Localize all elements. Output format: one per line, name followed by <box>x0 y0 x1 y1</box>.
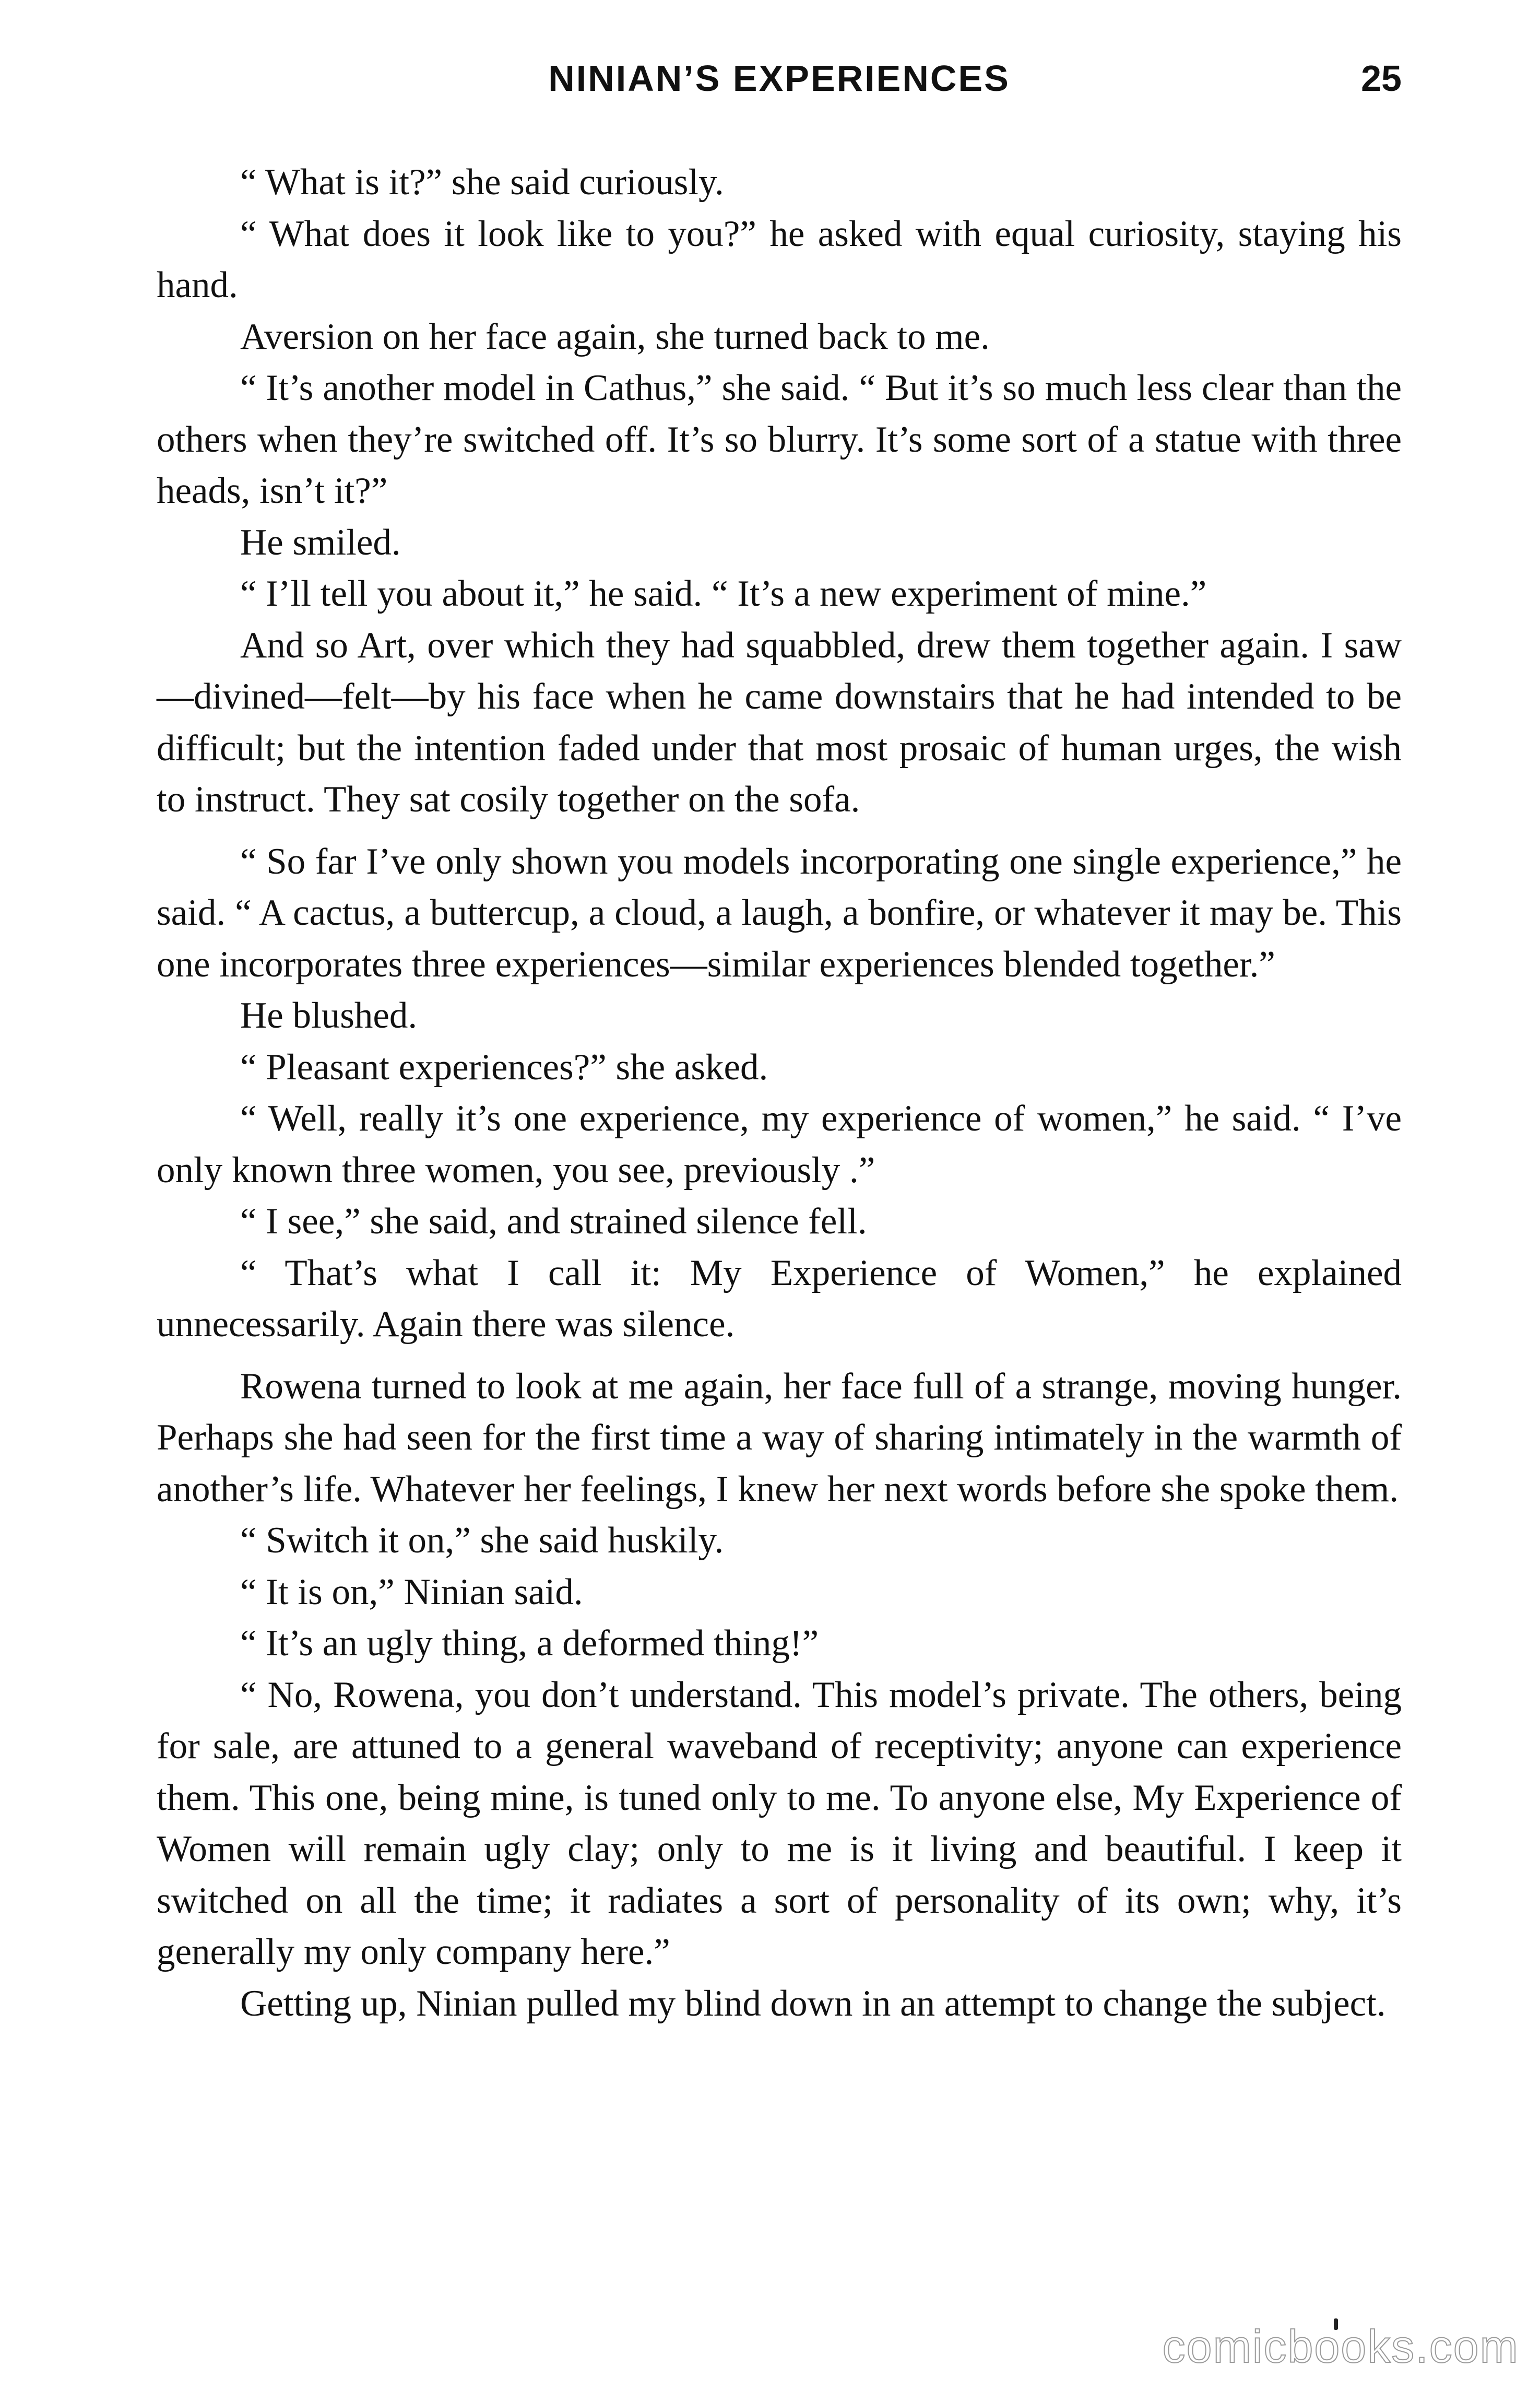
paragraph: “ Switch it on,” she said huskily. <box>240 1520 724 1561</box>
site-watermark: comicbooks.com <box>1162 2321 1519 2372</box>
paragraph: “ Well, really it’s one experience, my experience of women,” he said. “ I’ve only known three women, you see, previously .” <box>157 1098 1402 1191</box>
paragraph: “ Pleasant experiences?” she asked. <box>240 1046 768 1088</box>
paragraph: “ So far I’ve only shown you models incorporating one single experience,” he said. “ A cactus, a buttercup, a cloud, a laugh, a bonfire, or whatever it may be. This one incorporates three experiences—similar experiences blended together.” <box>157 841 1402 985</box>
paragraph: Aversion on her face again, she turned back to me. <box>240 316 990 357</box>
paragraph: “ That’s what I call it: My Experience of Women,” he explained unnecessarily. Again there was silence. <box>157 1252 1402 1345</box>
paragraph: “ No, Rowena, you don’t understand. This model’s private. The others, being for sale, are attuned to a general waveband of receptivity; anyone can experience them. This one, being mine, is tuned only to me. To anyone else, My Experience of Women will remain ugly clay; only to me is it living and beautiful. I keep it switched on all the time; it radiates a sort of personality of its own; why, it’s generally my only company here.” <box>157 1674 1402 1972</box>
paragraph: “ It’s an ugly thing, a deformed thing!” <box>240 1623 819 1664</box>
paragraph: Rowena turned to look at me again, her face full of a strange, moving hunger. Perhaps she had seen for the first time a way of sharing intimately in the warmth of another’s life. Whatever her feelings, I knew her next words before she spoke them. <box>157 1365 1402 1510</box>
paragraph: “ What is it?” she said curiously. <box>240 162 724 203</box>
paragraph: “ It is on,” Ninian said. <box>240 1571 583 1612</box>
page-number: 25 <box>1361 58 1402 99</box>
paragraph: “ I see,” she said, and strained silence fell. <box>240 1201 867 1242</box>
paragraph: And so Art, over which they had squabbled, drew them together again. I saw—divined—felt—by his face when he came downstairs that he had intended to be difficult; but the intention faded under that most prosaic of human urges, the wish to instruct. They sat cosily together on the sofa. <box>157 625 1402 820</box>
paragraph: Getting up, Ninian pulled my blind down in an attempt to change the subject. <box>240 1983 1386 2024</box>
body-text <box>157 157 1402 2029</box>
paragraph: “ What does it look like to you?” he asked with equal curiosity, staying his hand. <box>157 213 1402 305</box>
paragraph: He smiled. <box>240 522 401 563</box>
running-header <box>157 57 1402 115</box>
paragraph: “ It’s another model in Cathus,” she said. “ But it’s so much less clear than the others when they’re switched off. It’s so blurry. It’s some sort of a statue with three heads, isn’t it?” <box>157 368 1402 511</box>
paragraph: “ I’ll tell you about it,” he said. “ It’s a new experiment of mine.” <box>240 573 1207 614</box>
paragraph: He blushed. <box>240 995 418 1036</box>
running-title: NINIAN’S EXPERIENCES <box>548 58 1010 99</box>
